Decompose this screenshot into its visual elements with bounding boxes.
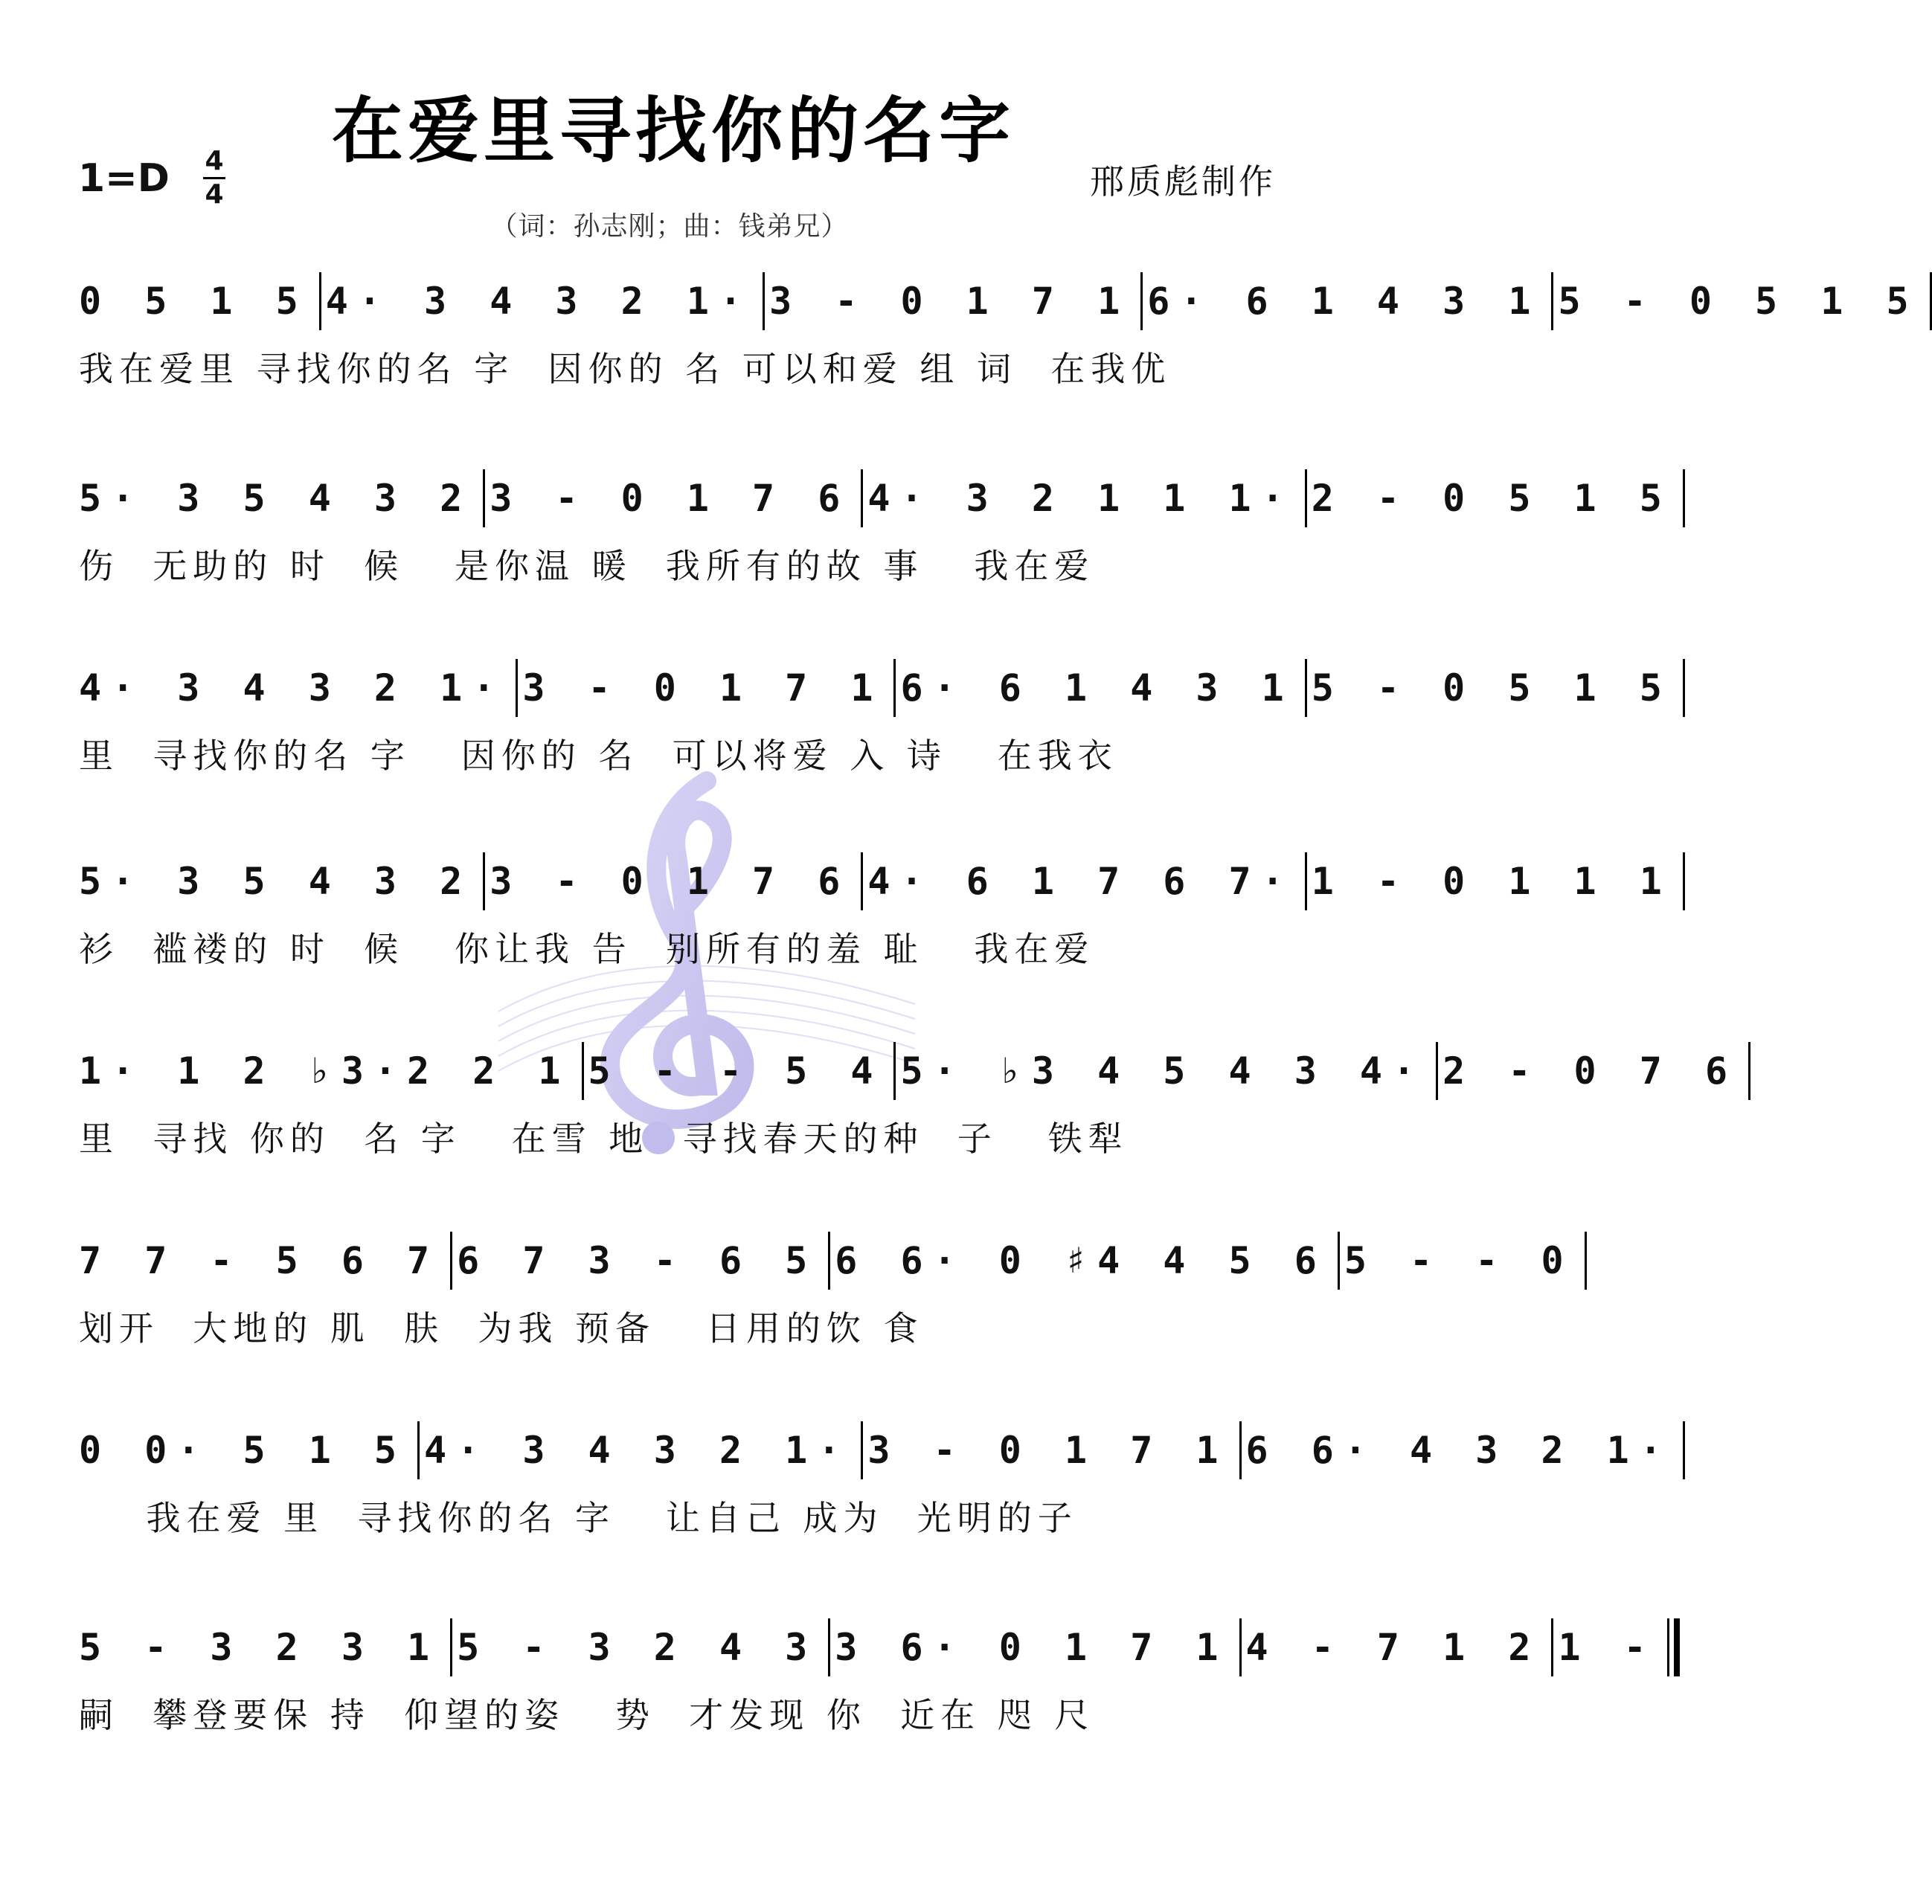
barline [1683, 1421, 1685, 1479]
measure: 5 - - 0 [1344, 1239, 1574, 1282]
notation-row [74, 1409, 1672, 1491]
barline [1930, 272, 1932, 330]
measure: 2 - 0 5 1 5 [1311, 477, 1672, 520]
lyrics-line: 衫 褴褛的 时 候 你让我 告 别所有的羞 耻 我在爱 [79, 929, 1095, 969]
notation-system-7 [74, 1409, 1672, 1551]
notation-system-6 [74, 1220, 1574, 1361]
barline [1683, 852, 1685, 910]
measure: 3 - 0 1 7 1 [867, 1429, 1229, 1472]
notation-system-2 [74, 457, 1672, 599]
time-signature [199, 147, 229, 209]
measure: 4· 3 2 1 1 1· [867, 477, 1294, 520]
measure: 1 - 0 1 1 1 [1311, 860, 1672, 903]
barline [1683, 659, 1685, 717]
measure: 4· 3 4 3 2 1· [79, 666, 506, 710]
notation-system-5 [74, 1030, 1739, 1171]
arranger-credit: 邢质彪制作 [1090, 161, 1276, 202]
notation-row [74, 1030, 1739, 1112]
measure: 5 - 3 2 4 3 [457, 1626, 818, 1669]
measure: 7 7 - 5 6 7 [79, 1239, 440, 1282]
barline [1748, 1042, 1750, 1100]
measure: 3 6· 0 1 7 1 [835, 1626, 1229, 1669]
song-title: 在爱里寻找你的名字 [332, 89, 1015, 173]
notation-row [74, 457, 1672, 539]
measure: 0 0· 5 1 5 [79, 1429, 408, 1472]
measure: 6· 6 1 4 3 1 [900, 666, 1294, 710]
measure: 5 - 0 5 1 5 [1311, 666, 1672, 710]
final-barline [1667, 1618, 1680, 1676]
lyrics-composer-credit: （词：孙志刚；曲：钱弟兄） [490, 211, 849, 242]
measure: 6· 6 1 4 3 1 [1147, 280, 1541, 323]
notation-row [74, 1220, 1574, 1302]
measure: 5· 3 5 4 3 2 [79, 860, 473, 903]
notation-row [74, 260, 1919, 342]
barline [1683, 469, 1685, 527]
notation-row [74, 647, 1672, 729]
measure: 6 7 3 - 6 5 [457, 1239, 818, 1282]
measure: 5 - - 5 4 [588, 1049, 884, 1093]
measure: 3 - 0 1 7 1 [522, 666, 884, 710]
measure: 4· 3 4 3 2 1· [325, 280, 753, 323]
notation-row [74, 840, 1672, 922]
lyrics-line: 伤 无助的 时 候 是你温 暖 我所有的故 事 我在爱 [79, 546, 1095, 586]
measure: 4· 3 4 3 2 1· [424, 1429, 851, 1472]
lyrics-line: 我在爱 里 寻找你的名 字 让自己 成为 光明的子 [79, 1498, 1078, 1538]
notation-row [74, 1606, 1657, 1688]
time-signature-bottom: 4 [205, 179, 224, 210]
measure: 2 - 0 7 6 [1442, 1049, 1739, 1093]
lyrics-line: 划开 大地的 肌 肤 为我 预备 日用的饮 食 [79, 1308, 924, 1348]
lyrics-line: 里 寻找 你的 名 字 在雪 地 寻找春天的种 子 铁犁 [79, 1119, 1129, 1159]
lyrics-line: 我在爱里 寻找你的名 字 因你的 名 可以和爱 组 词 在我优 [79, 349, 1172, 389]
measure: 0 5 1 5 [79, 280, 309, 323]
measure: 3 - 0 1 7 6 [490, 860, 851, 903]
measure: 5· ♭3 4 5 4 3 4· [900, 1049, 1426, 1093]
measure: 4· 6 1 7 6 7· [867, 860, 1294, 903]
notation-system-3 [74, 647, 1672, 788]
measure: 5 - 3 2 3 1 [79, 1626, 440, 1669]
lyrics-line: 里 寻找你的名 字 因你的 名 可以将爱 入 诗 在我衣 [79, 736, 1118, 776]
lyrics-line: 嗣 攀登要保 持 仰望的姿 势 才发现 你 近在 咫 尺 [79, 1695, 1095, 1735]
barline [1585, 1232, 1587, 1290]
notation-system-1 [74, 260, 1919, 402]
measure: 6 6· 4 3 2 1· [1245, 1429, 1672, 1472]
key-signature: 1=D [78, 156, 170, 201]
measure: 4 - 7 1 2 [1245, 1626, 1541, 1669]
measure: 1· 1 2 ♭3·2 2 1 [79, 1049, 571, 1093]
measure: 3 - 0 1 7 1 [769, 280, 1131, 323]
notation-system-8 [74, 1606, 1657, 1748]
measure: 6 6· 0 ♯4 4 5 6 [835, 1239, 1327, 1282]
measure: 5· 3 5 4 3 2 [79, 477, 473, 520]
notation-system-4 [74, 840, 1672, 982]
measure: 3 - 0 1 7 6 [490, 477, 851, 520]
measure: 5 - 0 5 1 5 [1558, 280, 1919, 323]
measure: 1 - [1558, 1626, 1657, 1669]
time-signature-top: 4 [205, 146, 224, 176]
